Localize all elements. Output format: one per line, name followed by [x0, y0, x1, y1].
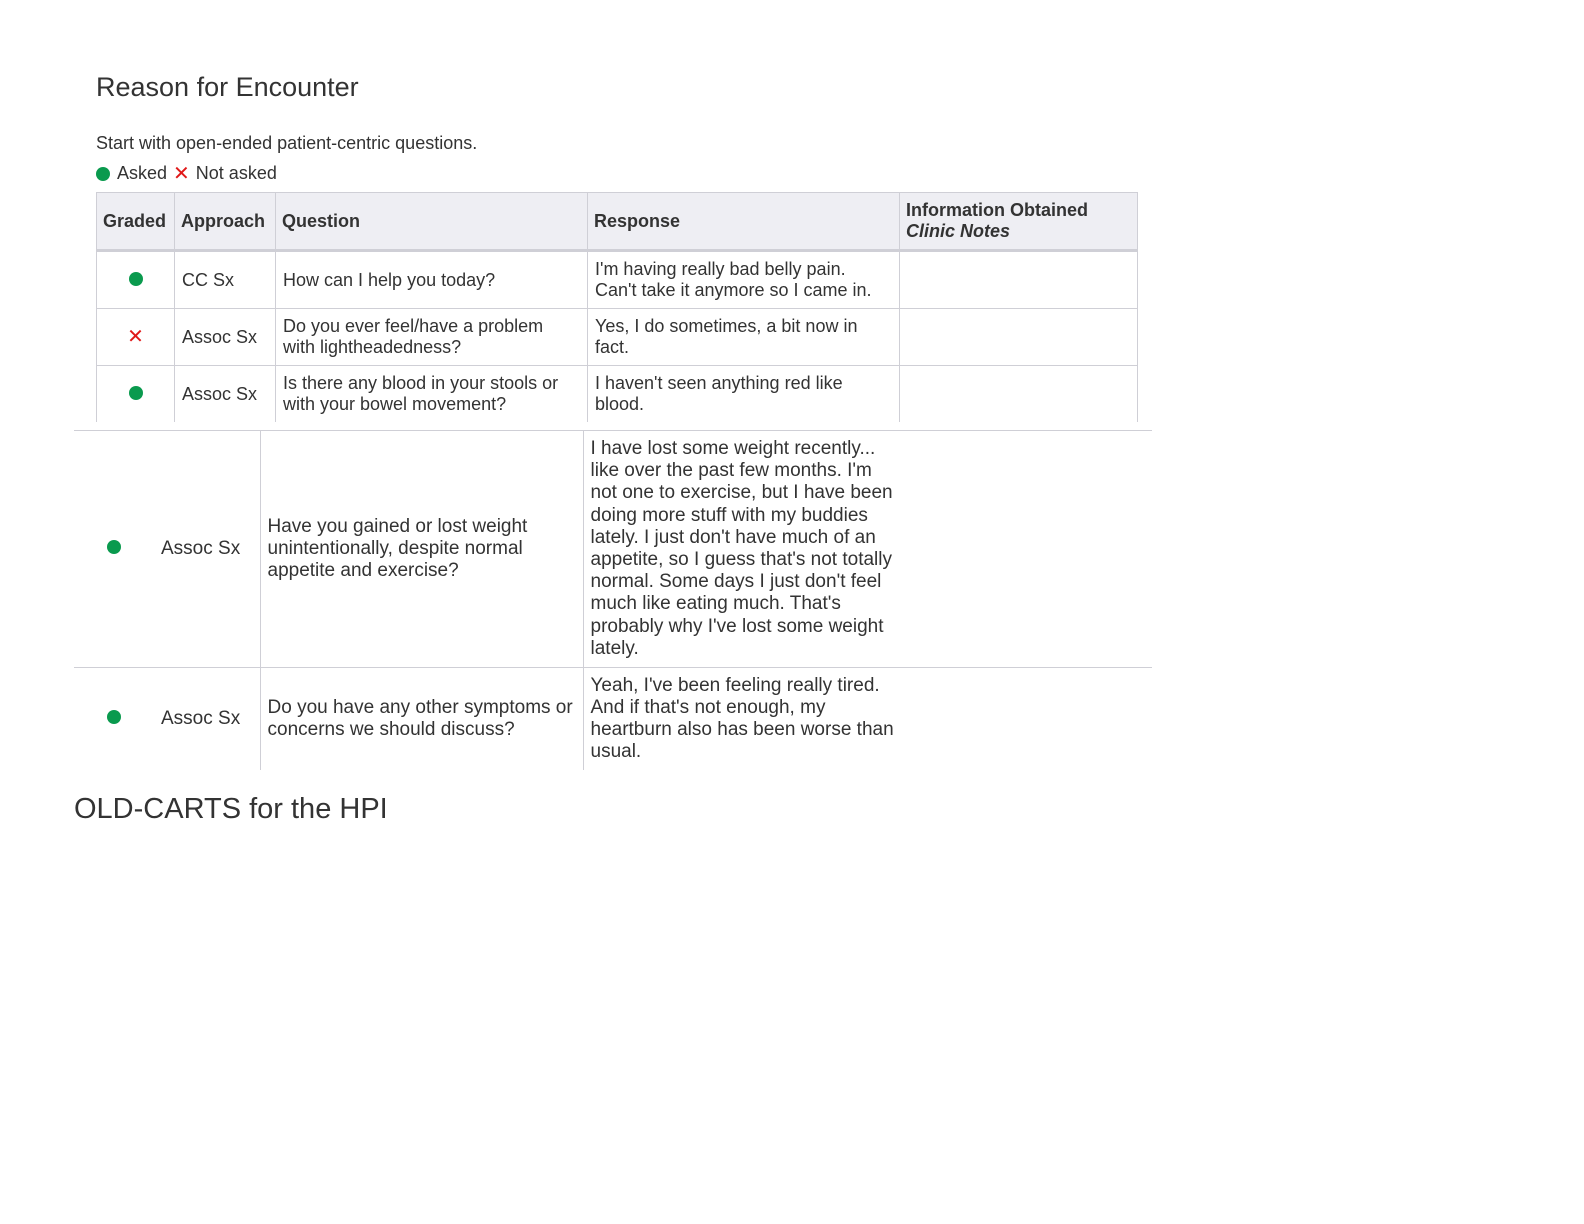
response-cell: I'm having really bad belly pain. Can't take it anymore so I came in.: [588, 251, 900, 309]
page-title: Reason for Encounter: [96, 72, 359, 102]
encounter-table: [96, 192, 1138, 422]
green-dot-icon: [129, 386, 143, 400]
response-cell: [583, 668, 1152, 771]
approach-cell: Assoc Sx: [154, 431, 260, 668]
notes-cell: [900, 251, 1138, 309]
approach-cell: CC Sx: [175, 251, 276, 309]
notes-cell: [900, 309, 1138, 366]
green-dot-icon: [107, 540, 121, 554]
table-row: [97, 251, 1138, 309]
table-row: [74, 431, 1152, 668]
header-approach: Approach: [175, 193, 276, 251]
table-row: [74, 668, 1152, 771]
legend-not-asked-label: Not asked: [195, 163, 277, 183]
table-header-row: [97, 193, 1138, 251]
question-cell: Is there any blood in your stools or with your bowel movement?: [276, 366, 588, 423]
red-x-icon: ✕: [173, 162, 190, 185]
graded-cell: [74, 668, 154, 771]
legend: [96, 163, 277, 184]
encounter-table-continued: [74, 430, 1152, 770]
green-dot-icon: [107, 710, 121, 724]
intro-text: Start with open-ended patient-centric questions.: [96, 133, 478, 153]
graded-cell: [97, 309, 175, 366]
question-cell: Do you have any other symptoms or concerns we should discuss?: [260, 668, 583, 771]
response-cell: I haven't seen anything red like blood.: [588, 366, 900, 423]
graded-cell: [74, 431, 154, 668]
table-row: [97, 366, 1138, 423]
header-response: Response: [588, 193, 900, 251]
header-info-title: Information Obtained: [906, 200, 1088, 220]
question-cell: Do you ever feel/have a problem with lightheadedness?: [276, 309, 588, 366]
red-x-icon: ✕: [127, 325, 144, 348]
green-dot-icon: [96, 167, 110, 181]
header-graded: Graded: [97, 193, 175, 251]
response-cell: Yes, I do sometimes, a bit now in fact.: [588, 309, 900, 366]
graded-cell: [97, 366, 175, 423]
approach-cell: Assoc Sx: [154, 668, 260, 771]
question-cell: How can I help you today?: [276, 251, 588, 309]
legend-asked-label: Asked: [117, 163, 168, 183]
question-cell: Have you gained or lost weight unintentionally, despite normal appetite and exercise?: [260, 431, 583, 668]
table-row: [97, 309, 1138, 366]
green-dot-icon: [129, 272, 143, 286]
response-text: I have lost some weight recently... like over the past few months. I'm not one to exercise, but I have been doing more stuff with my buddies lately. I just don't have much of an appetite, so I guess that's not totally normal. Some days I just don't feel much like eating much. That's probably why I've lost some weight lately.: [590, 437, 893, 659]
response-cell: [583, 431, 1152, 668]
notes-cell: [900, 366, 1138, 423]
approach-cell: Assoc Sx: [175, 366, 276, 423]
header-info: [900, 193, 1138, 251]
approach-cell: Assoc Sx: [175, 309, 276, 366]
graded-cell: [97, 251, 175, 309]
response-text: Yeah, I've been feeling really tired. And if that's not enough, my heartburn also has been worse than usual.: [590, 674, 894, 763]
section-title: OLD-CARTS for the HPI: [74, 793, 388, 825]
header-question: Question: [276, 193, 588, 251]
header-info-subtitle: Clinic Notes: [906, 221, 1011, 241]
